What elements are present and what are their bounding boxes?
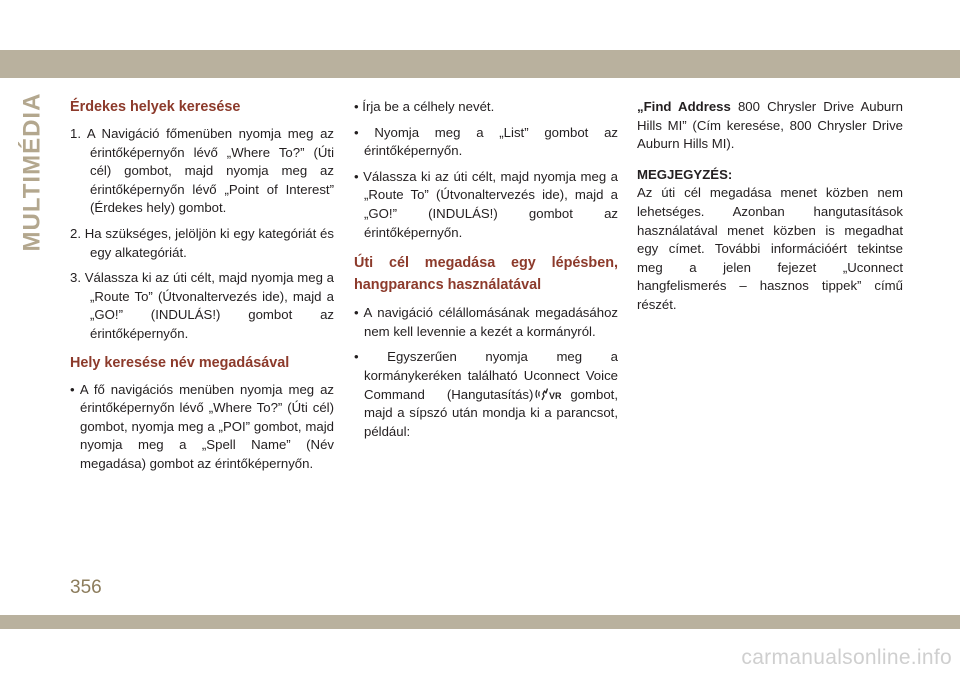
voice-example bbox=[637, 98, 903, 154]
poi-step-2: 2. Ha szükséges, jelöljön ki egy kategóriát és egy alkategóriát. bbox=[70, 225, 334, 260]
footer-band bbox=[0, 615, 960, 629]
one-step-bullet-2 bbox=[354, 348, 618, 441]
page-number: 356 bbox=[70, 577, 102, 598]
poi-heading: Érdekes helyek keresése bbox=[70, 99, 241, 115]
note-text: Az úti cél megadása menet közben nem lehetséges. Azonban hangutasítások használatával menet közben is megadhat egy címet. További információért tekintse meg a jelen fejezet „Uconnect hangfelismerés – hasznos tippek” című részét. bbox=[637, 185, 903, 312]
voice-example-address: 800 Chrysler Drive Auburn Hills MI” (Cím keresése, 800 Chrysler Drive Auburn Hills MI). bbox=[637, 99, 903, 152]
one-step-bullet-1: • A navigáció célállomásának megadásához nem kell levennie a kezét a kormányról. bbox=[354, 305, 618, 339]
name-search-bullet-1: • A fő navigációs menüben nyomja meg az érintőképernyőn lévő „Where To?” (Úti cél) gombot, nyomja meg a „POI” gombot, majd nyomja meg a „Spell Name” (Név megadása) gombot az érintőképernyőn. bbox=[70, 381, 334, 471]
name-search-bullet-3: • Nyomja meg a „List” gombot az érintőképernyőn. bbox=[354, 124, 618, 159]
one-step-bullet-2-text-after: gombot, majd a sípszó után mondja ki a parancsot, például: bbox=[364, 386, 618, 439]
note-heading: MEGJEGYZÉS: bbox=[637, 166, 733, 182]
section-side-tab bbox=[12, 92, 52, 252]
one-step-heading: Úti cél megadása egy lépésben, hangparancs használatával bbox=[354, 255, 618, 294]
name-search-bullet-2: • Írja be a célhely nevét. bbox=[354, 99, 495, 114]
header-band bbox=[0, 50, 960, 78]
one-step-bullet-2-text: • Egyszerűen nyomja meg a kormánykeréken található Uconnect Voice Command (Hangutasítás) bbox=[354, 349, 618, 402]
voice-example-command: „Find Address bbox=[637, 99, 731, 114]
column-left bbox=[70, 98, 334, 481]
voice-command-icon bbox=[535, 387, 569, 401]
name-search-heading: Hely keresése név megadásával bbox=[70, 354, 290, 371]
name-search-bullet-4: • Válassza ki az úti célt, majd nyomja meg a „Route To” (Útvonaltervezés ide), majd a „GO!” (INDULÁS!) gombot az érintőképernyőn. bbox=[354, 168, 618, 240]
column-right bbox=[637, 98, 903, 315]
watermark: carmanualsonline.info bbox=[741, 646, 952, 669]
section-side-tab-label: MULTIMÉDIA bbox=[18, 92, 45, 252]
column-middle bbox=[354, 98, 618, 445]
poi-step-1: 1. A Navigáció főmenüben nyomja meg az érintőképernyőn lévő „Where To?” (Úti cél) gombot, majd nyomja meg az érintőképernyőn lévő „Point of Interest” (Érdekes hely) gombot. bbox=[70, 126, 334, 216]
svg-text:VR: VR bbox=[549, 390, 562, 401]
poi-step-3: 3. Válassza ki az úti célt, majd nyomja meg a „Route To” (Útvonaltervezés ide), majd a „GO!” (INDULÁS!) gombot az érintőképernyőn. bbox=[70, 270, 334, 341]
